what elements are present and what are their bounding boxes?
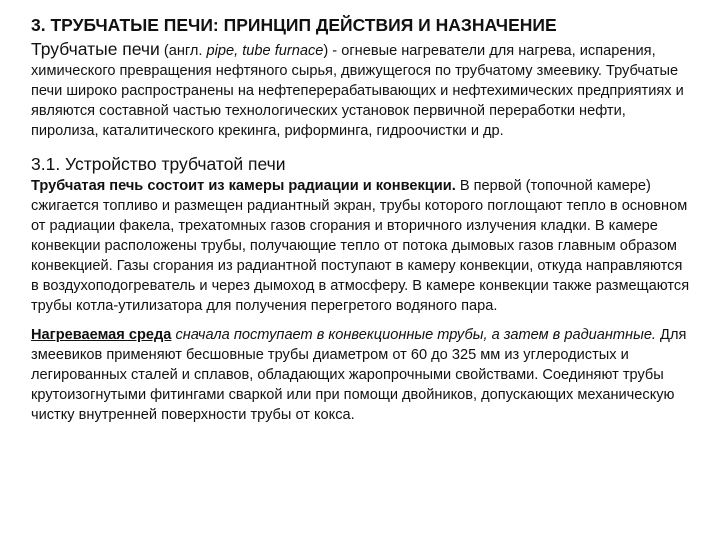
page-title: 3. ТРУБЧАТЫЕ ПЕЧИ: ПРИНЦИП ДЕЙСТВИЯ И НАЗНАЧЕНИЕ: [31, 15, 557, 35]
medium-paragraph: [31, 325, 694, 425]
medium-text: Для змеевиков применяют бесшовные трубы диаметром от 60 до 325 мм из углеродистых и легированных сталей и сплавов, обладающих жаропрочными свойствами. Соединяют трубы крутоизогнутыми фитингами сваркой или при помощи двойников, допускающих механическую чистку внутренней поверхности трубы от кокса.: [31, 327, 687, 423]
section-title: 3.1. Устройство трубчатой печи: [31, 154, 286, 174]
section-paragraph: [31, 176, 694, 316]
intro-term: Трубчатые печи: [31, 39, 160, 59]
intro-paren-open: (англ.: [159, 43, 207, 59]
medium-continuation: сначала поступает в конвекционные трубы, а затем в радиантные.: [171, 327, 656, 343]
section-text: В первой (топочной камере) сжигается топливо и размещен радиантный экран, трубы которого поглощают тепло в основном от радиации факела, трехатомных газов сгорания и вторичного излучения кладки. В камере конвекции расположены трубы, получающие тепло от потока дымовых газов главным образом конвекцией. Газы сгорания из радиантной поступают в камеру конвекции, откуда направляются в воздухоподогреватель и через дымоход в атмосферу. В камере конвекции также размещаются трубы котла-утилизатора для получения перегретого водяного пара.: [31, 178, 690, 314]
intro-latin-term: pipe, tube furnace: [206, 43, 324, 59]
intro-paragraph: [31, 39, 694, 141]
intro-text: - огневые нагреватели для нагрева, испарения, химического превращения нефтяного сырья, движущегося по трубчатому змеевику. Трубчатые печи широко распространены на нефтеперерабатывающих и нефтехимических предприятиях и являются составной частью технологических установок первичной переработки нефти, пиролиза, каталитического крекинга, риформинга, гидроочистки и др.: [31, 43, 684, 139]
intro-paren-close: ): [323, 43, 329, 59]
section-lead: Трубчатая печь состоит из камеры радиации и конвекции.: [31, 178, 456, 194]
medium-term: Нагреваемая среда: [31, 327, 172, 343]
